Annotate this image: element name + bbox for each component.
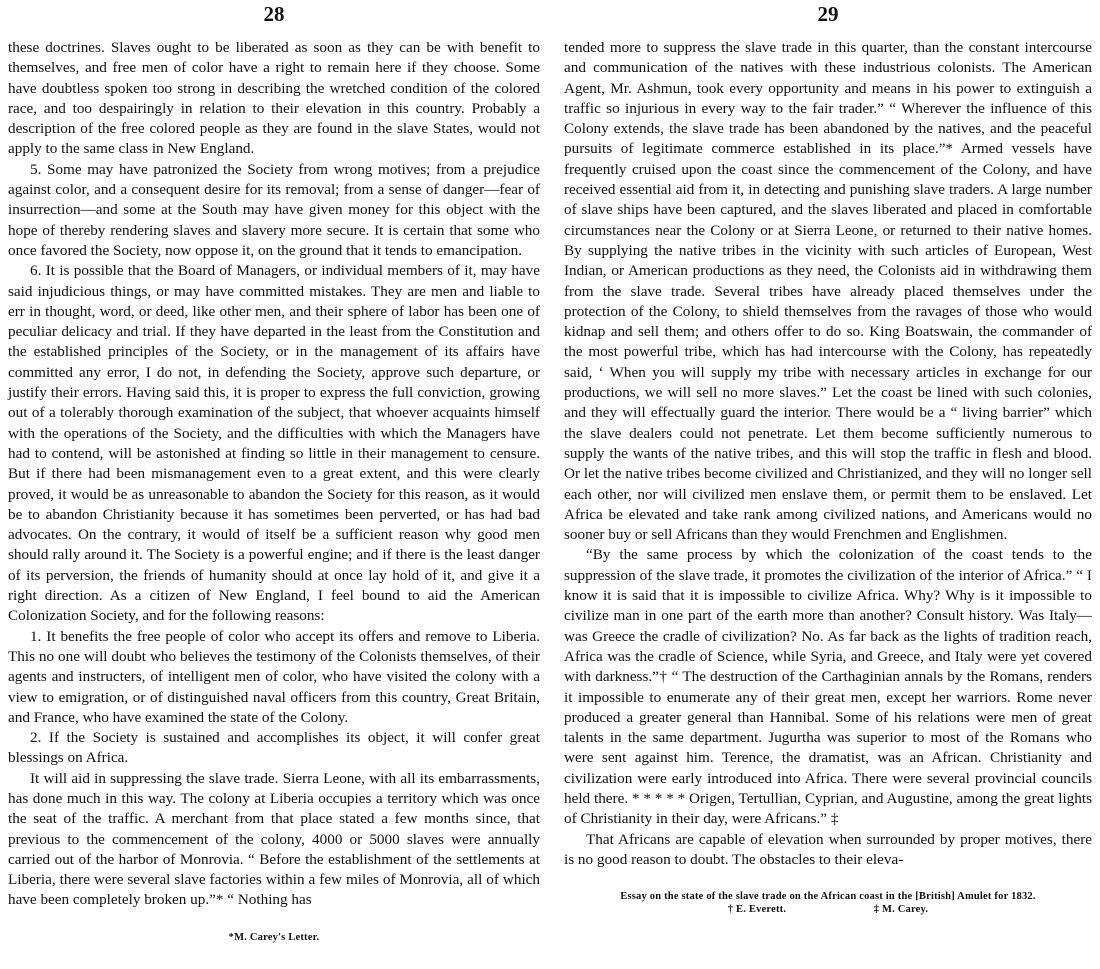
paragraph: It will aid in suppressing the slave trade. Sierra Leone, with all its embarrassments, has done much in this way. The colony at Liberia occupies a territory which was once the seat of the traffic. A merchant from that place stated a few months since, that previous to the commencement of the colony, 4000 or 5000 slaves were annually carried out of the harbor of Monrovia. “ Before the establishment of the settlements at Liberia, there were several slave factories within a few miles of Monrovia, all of which have been completely broken up.”* “ Nothing has	[8, 769, 540, 909]
paragraph: 1. It benefits the free people of color who accept its offers and remove to Liberia. This no one will doubt who believes the testimony of the Colonists themselves, of their agents and instructers, of intelligent men of color, who have visited the colony with a view to emigration, or of distinguished naval officers from this country, Great Britain, and France, who have examined the state of the Colony.	[8, 627, 540, 726]
paragraph: 6. It is possible that the Board of Managers, or individual members of it, may have said injudicious things, or may have committed mistakes. They are men and liable to err in thought, word, or deed, like other men, and their sphere of labor has been one of peculiar delicacy and trial. If they have departed in the least from the Constitution and the established principles of the Society, or in the management of its affairs have committed any error, I do not, in defending the Society, approve such departure, or justify their errors. Having said this, it is proper to express the full conviction, growing out of a tolerably thorough examination of the subject, that whoever acquaints himself with the operations of the Society, and the difficulties with which the Managers have had to contend, will be astonished at finding so little in their management to censure. But if there had been mismanagement even to a great extent, and this were clearly proved, it would be as unreasonable to abandon the Society for this reason, as it would be to abandon Christianity because it has sometimes been perverted, or has had bad advocates. On the contrary, it would of itself be a sufficient reason why good men should rally around it. The Society is a powerful engine; and if there is the least danger of its perversion, the friends of humanity should at once lay hold of it, and give it a right direction. As a citizen of New England, I feel bound to aid the American Colonization Society, and for the following reasons:	[8, 262, 540, 625]
page-number-right: 29	[817, 2, 839, 26]
paragraph: That Africans are capable of elevation when surrounded by proper motives, there is no good reason to doubt. The obstacles to their eleva-	[564, 830, 1092, 868]
paragraph: “By the same process by which the colonization of the coast tends to the suppression of the slave trade, it promotes the civilization of the interior of Africa.” “ I know it is said that it is impossible to civilize Africa. Why? Why is it impossible to civilize man in one part of the earth more than another? Consult history. Was Italy—was Greece the cradle of civilization? No. As far back as the lights of tradition reach, Africa was the cradle of Science, while Syria, and Greece, and Italy were yet covered with darkness.”† “ The destruction of the Carthaginian annals by the Romans, renders it impossible to enumerate any of their great men, except her warriors. Rome never produced a greater general than Hannibal. Some of his relations were men of great talents in the same department. Jugurtha was superior to most of the Romans who were sent against him. Terence, the dramatist, was an African. Christianity and civilization were early introduced into Africa. There were several provincial councils held there. * * * * * Origen, Tertullian, Cyprian, and Augustine, among the great lights of Christianity in their day, were Africans.” ‡	[564, 546, 1092, 828]
page-number-left: 28	[263, 2, 285, 26]
footnotes-right	[564, 890, 1092, 916]
footnote-left: *M. Carey's Letter.	[228, 931, 320, 943]
right-page	[552, 0, 1100, 969]
footnote-essay: Essay on the state of the slave trade on the African coast in the [British] Amulet for 1832.	[620, 891, 1036, 903]
paragraph: 5. Some may have patronized the Society from wrong motives; from a prejudice against color, and a consequent desire for its removal; from a sense of danger—fear of insurrection—and some at the South may have given money for this object with the hope of thereby rendering slaves and slavery more secure. It is certain that some who once favored the Society, now oppose it, on the ground that it tends to emancipation.	[8, 160, 540, 259]
footnote-carey: ‡ M. Carey.	[873, 904, 929, 916]
footnote-everett: † E. Everett.	[727, 904, 787, 916]
paragraph: these doctrines. Slaves ought to be liberated as soon as they can be with benefit to themselves, and free men of color have a right to remain here if they choose. Some have doubtless spoken too strong in describing the wretched condition of the colored race, and too despairingly in relation to their elevation in this country. Probably a description of the free colored people as they are found in the slave States, would not apply to the same class in New England.	[8, 39, 540, 158]
paragraph: tended more to suppress the slave trade in this quarter, than the constant intercourse and communication of the natives with these industrious colonists. The American Agent, Mr. Ashmun, took every opportunity and means in his power to extinguish a traffic so injurious in every way to the fair trader.” “ Wherever the influence of this Colony extends, the slave trade has been abandoned by the natives, and the peaceful pursuits of legitimate commerce established in its place.”* Armed vessels have frequently cruised upon the coast since the commencement of the Colony, and have received essential aid from it, in detecting and punishing slave traders. A large number of slave ships have been captured, and the slaves liberated and placed in comfortable circumstances near the Colony or at Sierra Leone, or returned to their native homes. By supplying the native tribes in the vicinity with such articles of European, West Indian, or American productions as they need, the Colonists aid in withdrawing them from the slave trade. Several tribes have already placed themselves under the protection of the Colony, to shield themselves from the ravages of those who would kidnap and sell them; and others offer to do so. King Boatswain, the commander of the most powerful tribe, which has had intercourse with the Colony, has repeatedly said, ‘ When you will supply my tribe with necessary articles in exchange for our productions, we will sell no more slaves.” Let the coast be lined with such colonies, and they will effectually guard the interior. There would be a “ living barrier” which the slave dealers could not penetrate. Let them become sufficiently numerous to supply the wants of the native tribes, and this will stop the traffic in flesh and blood. Or let the native tribes become civilized and Christianized, and they will no longer sell each other, nor will civilized men enslave them, or permit them to be enslaved. Let Africa be elevated and take rank among civilized nations, and Americans would no sooner buy or sell Africans than they would Frenchmen and Englishmen.	[564, 39, 1092, 544]
paragraph: 2. If the Society is sustained and accomplishes its object, it will confer great blessings on Africa.	[8, 729, 540, 767]
